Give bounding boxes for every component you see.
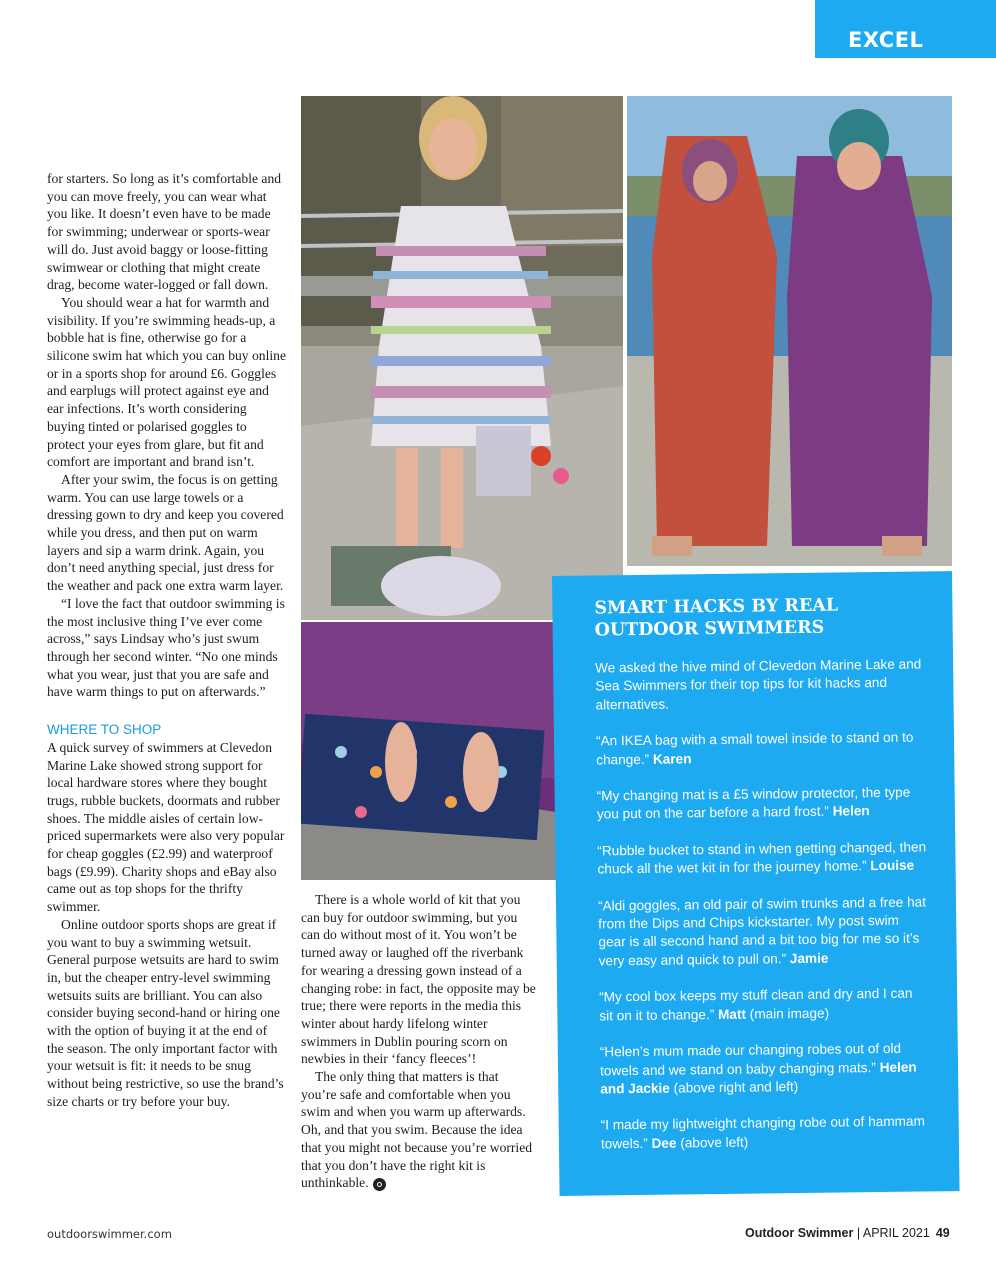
tip-note: (main image) — [749, 1005, 830, 1022]
tip-quote: “My cool box keeps my stuff clean and dry and I can sit on it to change.” — [599, 985, 913, 1024]
footer-website: outdoorswimmer.com — [47, 1227, 172, 1241]
tip-name: Matt — [717, 1006, 747, 1022]
tip-item — [598, 893, 929, 971]
footer-folio: Outdoor Swimmer | APRIL 2021 49 — [745, 1226, 950, 1240]
footer-magazine: Outdoor Swimmer — [745, 1226, 854, 1240]
body-paragraph: A quick survey of swimmers at Clevedon Marine Lake showed strong support for local hardware stores where they bought trugs, rubble buckets, doormats and rubber shoes. The middle aisles of certain low-priced supermarkets were also very popular for cheap goggles (£2.99) and waterproof bags (£9.99). Charity shops and eBay also came out as top shops for the thrifty swimmer. — [47, 739, 285, 915]
left-column — [47, 170, 287, 1111]
photo-changing-mat — [301, 622, 576, 880]
body-paragraph: for starters. So long as it’s comfortable and you can move freely, you can wear what you like. It doesn’t even have to be made for swimming; underwear or sports-wear will do. Just avoid baggy or loose-fitting swimwear or clothing that might create drag, become water-logged or fall down. — [47, 171, 282, 293]
tip-item — [599, 985, 929, 1026]
tip-quote: “Helen’s mum made our changing robes out of old towels and we stand on baby changing mats.” — [599, 1040, 902, 1078]
tip-note: (above right and left) — [673, 1078, 799, 1096]
tip-item — [601, 1113, 931, 1154]
tip-name: Jamie — [789, 950, 829, 966]
tip-quote: “Rubble bucket to stand in when getting changed, then chuck all the wet kit in for the journey home.” — [597, 839, 927, 877]
tip-quote: “Aldi goggles, an old pair of swim trunks and a free hat from the Dips and Chips kickstarter. My post swim gear is all second hand and a bit too big for me so it’s very easy and quick to pull on.” — [597, 894, 927, 969]
tip-note: (above left) — [680, 1134, 749, 1151]
subheading-where-to-shop: WHERE TO SHOP — [47, 722, 162, 738]
tip-item — [597, 783, 927, 824]
tip-name: Helen and Jackie — [600, 1059, 917, 1097]
photo-two-robes — [627, 96, 952, 566]
middle-column — [301, 891, 537, 1192]
section-tab — [815, 0, 996, 58]
tip-name: Dee — [651, 1135, 677, 1151]
body-paragraph: “I love the fact that outdoor swimming is the most inclusive thing I’ve ever come across,” says Lindsay who’s just swum through her second winter. “No one minds what you wear, just that you are safe and have warm things to put on afterwards.” — [47, 595, 285, 700]
body-paragraph: Online outdoor sports shops are great if you want to buy a swimming wetsuit. General purpose wetsuits are hard to swim in, but the cheaper entry-level swimming wetsuits suits are brilliant. You can also consider buying second-hand or hiring one with the option of buying it at the end of the season. The only important factor with your wetsuit is fit: it needs to be snug without being restrictive, so use the brand’s size charts or try before your buy. — [47, 916, 284, 1109]
tip-item — [596, 729, 926, 770]
body-paragraph: You should wear a hat for warmth and visibility. If you’re swimming heads-up, a bobble hat is fine, otherwise go for a silicone swim hat which you can buy online or in a sports shop for around £6. Goggles and earplugs will protect against eye and ear infections. It’s worth considering buying tinted or polarised goggles to protect your eyes from glare, but fit and comfort are important and brand isn’t. — [47, 294, 286, 470]
tip-item — [600, 1040, 931, 1099]
box-intro: We asked the hive mind of Clevedon Marine Lake and Sea Swimmers for their top tips for kit hacks and alternatives. — [595, 656, 922, 713]
end-of-article-icon — [373, 1178, 386, 1191]
section-tab-label: EXCEL — [848, 28, 924, 52]
body-paragraph: There is a whole world of kit that you can buy for outdoor swimming, but you can do without most of it. You won’t be turned away or laughed off the riverbank for wearing a dressing gown instead of a changing robe: in fact, the opposite may be true; there were reports in the media this winter about hardy lifelong winter swimmers in Dublin pouring scorn on newbies in their ‘fancy fleeces’! — [301, 892, 536, 1067]
tip-name: Karen — [652, 750, 692, 767]
body-paragraph: After your swim, the focus is on getting warm. You can use large towels or a dressing gown to dry and keep you covered while you dress, and then put on warm layers and sip a warm drink. Again, you don’t need anything special, just dress for the weather and pack one extra warm layer. — [47, 471, 284, 594]
tip-item — [597, 838, 927, 879]
footer-issue: APRIL 2021 — [862, 1226, 930, 1240]
tip-quote: “My changing mat is a £5 window protector, the type you put on the car before a hard frost.” — [596, 784, 911, 822]
tip-name: Helen — [832, 803, 870, 820]
page-number: 49 — [935, 1226, 950, 1240]
box-body — [595, 655, 931, 1171]
tip-name: Louise — [870, 857, 915, 874]
closing-paragraph-text: The only thing that matters is that you’re safe and comfortable when you swim and when you warm up afterwards. Oh, and that you swim. Because the idea that you might not because you’re worried that you don’t have the right kit is unthinkable. — [301, 1069, 533, 1191]
smart-hacks-box — [552, 571, 960, 1196]
tip-quote: “An IKEA bag with a small towel inside to stand on to change.” — [595, 729, 914, 768]
body-paragraph — [301, 1068, 537, 1192]
tip-quote: “I made my lightweight changing robe out of hammam towels.” — [600, 1113, 925, 1152]
box-title: SMART HACKS BY REAL OUTDOOR SWIMMERS — [594, 595, 839, 641]
photo-striped-robe — [301, 96, 623, 620]
